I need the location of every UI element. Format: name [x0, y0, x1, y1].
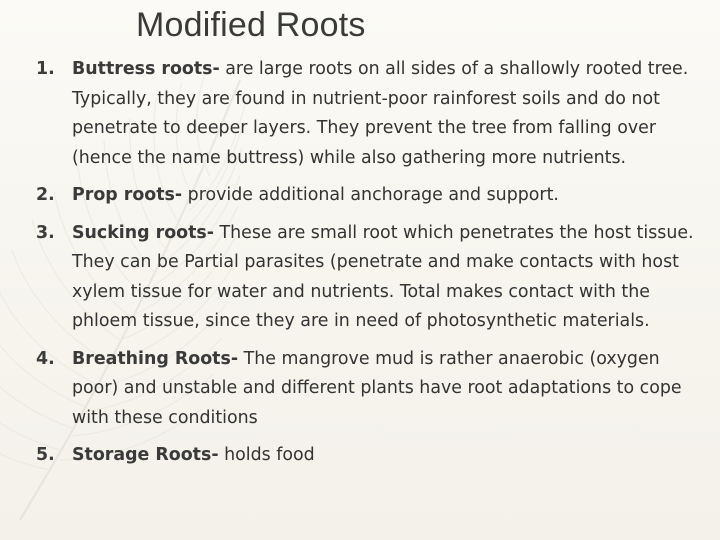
list-item — [36, 441, 696, 471]
item-term: Breathing Roots- — [72, 348, 239, 369]
item-text — [72, 345, 696, 434]
item-text — [72, 441, 696, 471]
item-description: provide additional anchorage and support. — [182, 185, 559, 205]
item-text — [72, 181, 696, 211]
list-item — [36, 181, 696, 211]
page-title: Modified Roots — [136, 6, 366, 44]
item-description: holds food — [218, 445, 315, 465]
item-term: Sucking roots- — [72, 222, 214, 243]
item-description: The mangrove mud is rather anaerobic (oxygen poor) and unstable and different plants have root adaptations to cope with these conditions — [72, 348, 682, 428]
item-number: 1. — [36, 59, 55, 79]
item-number: 2. — [36, 185, 55, 205]
item-number: 5. — [36, 445, 55, 465]
item-number: 3. — [36, 222, 55, 243]
item-description: are large roots on all sides of a shallowly rooted tree. Typically, they are found in nutrient-poor rainforest soils and do not penetrate to deeper layers. They prevent the tree from falling over (hence the name buttress) while also gathering more nutrients. — [72, 59, 689, 168]
item-description: These are small root which penetrates the host tissue. They can be Partial parasites (penetrate and make contacts with host xylem tissue for water and nutrients. Total makes contact with the phloem tissue, since they are in need of photosynthetic materials. — [72, 222, 694, 331]
list-item — [36, 345, 696, 434]
list-item — [36, 219, 696, 337]
item-term: Storage Roots- — [72, 445, 219, 465]
roots-list — [36, 55, 696, 479]
list-item — [36, 55, 696, 173]
item-text — [72, 219, 696, 337]
item-term: Prop roots- — [72, 185, 183, 205]
item-number: 4. — [36, 348, 55, 369]
item-term: Buttress roots- — [72, 59, 220, 79]
item-text — [72, 55, 696, 173]
